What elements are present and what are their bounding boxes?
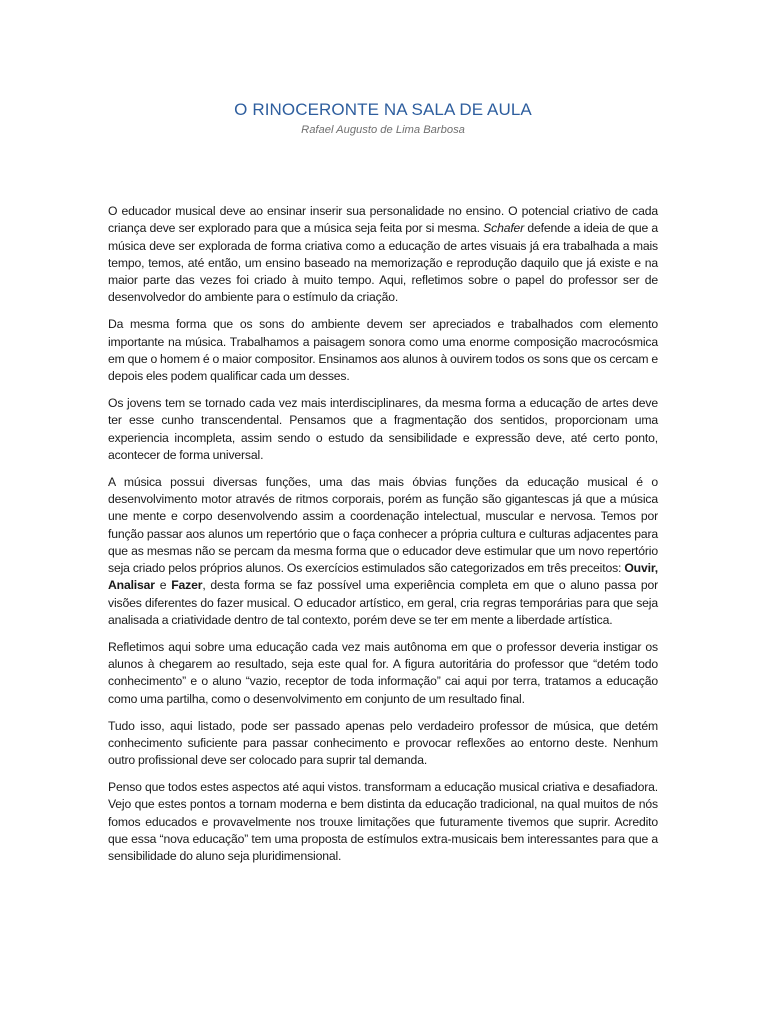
document-body xyxy=(108,203,658,865)
paragraph-1-emphasis: Schafer xyxy=(483,221,525,236)
paragraph-1 xyxy=(108,203,658,307)
paragraph-1-text-b: defende a ideia de que a música deve ser explorada de forma criativa como a educação de artes visuais já era trabalhada a mais tempo, temos, até então, um ensino baseado na memorização e reprodução daquilo que já existe e na maior parte das vezes foi criado à muito tempo. Aqui, refletimos sobre o papel do professor ser de desenvolvedor do ambiente para o estímulo da criação. xyxy=(108,221,658,305)
document-author: Rafael Augusto de Lima Barbosa xyxy=(301,124,465,136)
paragraph-4-bold-ouvir: Ouvir, xyxy=(624,561,658,576)
paragraph-4-bold-analisar: Analisar xyxy=(108,578,155,593)
paragraph-4 xyxy=(108,474,658,630)
document-page xyxy=(108,0,658,1024)
paragraph-4-bold-fazer: Fazer xyxy=(171,578,203,593)
paragraph-5: Refletimos aqui sobre uma educação cada vez mais autônoma em que o professor deveria instigar os alunos à chegarem ao resultado, seja este qual for. A figura autoritária do professor que “detém todo conhecimento” e o aluno “vazio, receptor de toda informação” cai aqui por terra, tratamos a educação como uma partilha, como o desenvolvimento em conjunto de um resultado final. xyxy=(108,639,658,706)
paragraph-4-text-c: , desta forma se faz possível uma experiência completa em que o aluno passa por visões diferentes do fazer musical. O educador artístico, em geral, cria regras temporárias para que seja analisada a criatividade dentro de tal contexto, porém deve se ter em mente a liberdade artística. xyxy=(108,578,658,628)
paragraph-4-text-a: A música possui diversas funções, uma das mais óbvias funções da educação musical é o desenvolvimento motor através de ritmos corporais, porém as função são gigantescas já que a música une mente e corpo desenvolvendo assim a coordenação intelectual, muscular e nervosa. Temos por função passar aos alunos um repertório que o faça conhecer a própria cultura e culturas adjacentes para que as mesmas não se percam da mesma forma que o educador deve estimular que um novo repertório seja criado pelos próprios alunos. Os exercícios estimulados são categorizados em três preceitos: xyxy=(108,474,658,576)
paragraph-2: Da mesma forma que os sons do ambiente devem ser apreciados e trabalhados com elemento importante na música. Trabalhamos a paisagem sonora como uma enorme composição macrocósmica em que o homem é o maior compositor. Ensinamos aos alunos à ouvirem todos os sons que os cercam e depois eles podem qualificar cada um desses. xyxy=(108,317,658,384)
paragraph-6: Tudo isso, aqui listado, pode ser passado apenas pelo verdadeiro professor de música, que detém conhecimento suficiente para passar conhecimento e provocar reflexões ao entorno deste. Nenhum outro profissional deve ser colocado para suprir tal demanda. xyxy=(108,718,658,768)
document-title: O RINOCERONTE NA SALA DE AULA xyxy=(234,100,532,119)
paragraph-4-sep-2: e xyxy=(154,578,172,593)
paragraph-3: Os jovens tem se tornado cada vez mais interdisciplinares, da mesma forma a educação de artes deve ter esse cunho transcendental. Pensamos que a fragmentação dos sentidos, proporcionam uma experiencia incompleta, assim sendo o estudo da sensibilidade e expressão deve, até certo ponto, acontecer de forma universal. xyxy=(108,395,658,462)
paragraph-7: Penso que todos estes aspectos até aqui vistos. transformam a educação musical criativa e desafiadora. Vejo que estes pontos a tornam moderna e bem distinta da educação tradicional, na qual muitos de nós fomos educados e provavelmente nos trouxe limitações que futuramente tivemos que suprir. Acredito que essa “nova educação” tem uma proposta de estímulos extra-musicais bem interessantes para que a sensibilidade do aluno seja pluridimensional. xyxy=(108,779,658,864)
paragraph-1-text-a: O educador musical deve ao ensinar inserir sua personalidade no ensino. O potencial criativo de cada criança deve ser explorado para que a música seja feita por si mesma. xyxy=(108,204,658,236)
